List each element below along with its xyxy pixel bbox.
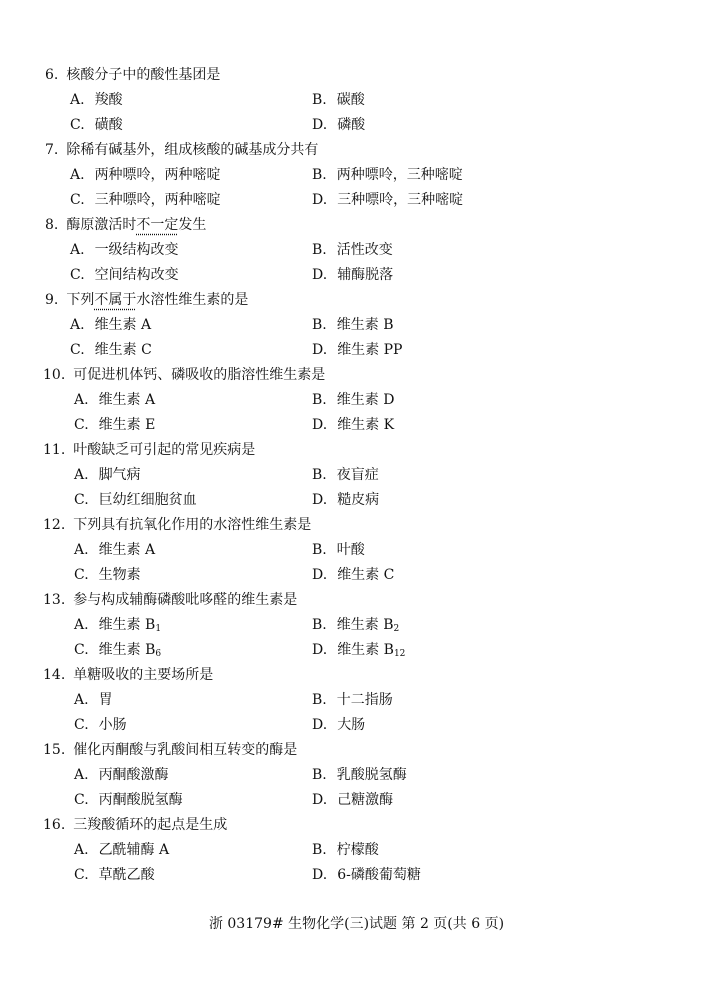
option-letter: B. [312, 392, 327, 408]
question-stem [43, 663, 213, 687]
question-12 [0, 513, 713, 588]
option-text: 维生素 B [336, 617, 394, 633]
option-letter: D. [312, 342, 328, 358]
option-letter: A. [74, 692, 89, 708]
question-text: 下列 [66, 292, 95, 308]
option-b [312, 838, 379, 862]
question-text: 发生 [178, 217, 207, 233]
option-text: 磷酸 [337, 117, 366, 133]
question-stem [45, 138, 318, 162]
question-number: 10. [43, 367, 66, 383]
option-letter: A. [74, 767, 89, 783]
question-9 [0, 288, 713, 363]
option-b [312, 763, 407, 787]
option-text: 维生素 A [98, 542, 156, 558]
option-text: 胃 [98, 692, 113, 708]
question-text: 酶原激活时 [66, 217, 137, 233]
option-text: 脚气病 [98, 467, 141, 483]
question-text: 核酸分子中的酸性基团是 [66, 67, 221, 83]
option-a [74, 688, 113, 712]
option-d [312, 113, 365, 137]
option-letter: A. [70, 167, 85, 183]
option-b [312, 88, 365, 112]
question-number: 16. [43, 817, 66, 833]
option-text: 一级结构改变 [94, 242, 179, 258]
option-text: 三种嘌呤，两种嘧啶 [94, 192, 221, 208]
option-c [70, 263, 179, 287]
question-number: 15. [43, 742, 66, 758]
option-letter: C. [74, 417, 89, 433]
question-text: 催化丙酮酸与乳酸间相互转变的酶是 [73, 742, 298, 758]
option-text: 两种嘌呤，三种嘧啶 [336, 167, 463, 183]
option-d [312, 263, 393, 287]
emphasis-text: 不一定 [136, 217, 179, 233]
question-text: 可促进机体钙、磷吸收的脂溶性维生素是 [73, 367, 326, 383]
option-c [74, 863, 155, 887]
option-letter: D. [312, 792, 328, 808]
option-text: 维生素 D [336, 392, 395, 408]
option-text: 羧酸 [94, 92, 123, 108]
option-letter: A. [70, 92, 85, 108]
option-text: 维生素 A [94, 317, 152, 333]
option-a [74, 763, 169, 787]
option-text: 维生素 C [337, 567, 395, 583]
option-letter: A. [70, 317, 85, 333]
option-letter: C. [74, 492, 89, 508]
option-letter: C. [70, 267, 85, 283]
question-stem [43, 813, 227, 837]
option-letter: C. [74, 717, 89, 733]
option-letter: B. [312, 842, 327, 858]
question-stem [43, 438, 255, 462]
question-number: 14. [43, 667, 66, 683]
question-text: 参与构成辅酶磷酸吡哆醛的维生素是 [73, 592, 298, 608]
option-c [74, 713, 127, 737]
question-text: 叶酸缺乏可引起的常见疾病是 [73, 442, 256, 458]
option-b [312, 238, 393, 262]
option-text: 碳酸 [336, 92, 365, 108]
question-text: 下列具有抗氧化作用的水溶性维生素是 [73, 517, 312, 533]
option-a [74, 838, 169, 862]
option-letter: B. [312, 767, 327, 783]
emphasis-text: 不属于 [94, 292, 137, 308]
question-number: 11. [43, 442, 66, 458]
option-text: 草酰乙酸 [98, 867, 155, 883]
option-b [312, 538, 365, 562]
question-16 [0, 813, 713, 888]
option-letter: B. [312, 542, 327, 558]
option-c [70, 338, 152, 362]
option-text: 维生素 B [98, 617, 156, 633]
option-letter: D. [312, 192, 328, 208]
option-b [312, 463, 379, 487]
option-text: 小肠 [98, 717, 127, 733]
question-number: 8. [45, 217, 59, 233]
option-letter: A. [74, 467, 89, 483]
option-letter: C. [74, 867, 89, 883]
option-letter: A. [74, 542, 89, 558]
option-text: 三种嘌呤，三种嘧啶 [337, 192, 464, 208]
question-stem [43, 513, 311, 537]
option-d [312, 338, 402, 362]
option-c [74, 788, 183, 812]
option-letter: B. [312, 317, 327, 333]
option-text: 活性改变 [336, 242, 393, 258]
option-text: 丙酮酸激酶 [98, 767, 169, 783]
option-a [70, 163, 221, 187]
question-6 [0, 63, 713, 138]
question-stem [45, 213, 206, 237]
question-text: 单糖吸收的主要场所是 [73, 667, 214, 683]
option-c [74, 638, 161, 662]
question-stem [43, 363, 325, 387]
option-d [312, 713, 365, 737]
question-text: 除稀有碱基外，组成核酸的碱基成分共有 [66, 142, 319, 158]
question-number: 12. [43, 517, 66, 533]
option-d [312, 488, 379, 512]
option-d [312, 563, 394, 587]
option-letter: D. [312, 567, 328, 583]
question-stem [43, 588, 297, 612]
option-a [74, 538, 155, 562]
option-letter: D. [312, 267, 328, 283]
option-text: 乙酰辅酶 A [98, 842, 170, 858]
option-b [312, 388, 394, 412]
option-text: 磺酸 [94, 117, 123, 133]
question-number: 9. [45, 292, 59, 308]
option-text: 维生素 E [98, 417, 156, 433]
option-text: 十二指肠 [336, 692, 393, 708]
option-d [312, 788, 393, 812]
question-number: 6. [45, 67, 59, 83]
option-text: 夜盲症 [336, 467, 379, 483]
option-b [312, 613, 399, 637]
option-text: 维生素 PP [337, 342, 403, 358]
option-c [74, 563, 141, 587]
option-letter: C. [70, 117, 85, 133]
option-d [312, 863, 421, 887]
option-letter: C. [74, 642, 89, 658]
option-letter: B. [312, 242, 327, 258]
option-text: 柠檬酸 [336, 842, 379, 858]
option-text: 辅酶脱落 [337, 267, 394, 283]
option-b [312, 163, 463, 187]
question-number: 13. [43, 592, 66, 608]
question-stem [45, 288, 248, 312]
option-text: 维生素 K [337, 417, 395, 433]
question-13 [0, 588, 713, 663]
question-11 [0, 438, 713, 513]
option-a [70, 313, 151, 337]
question-15 [0, 738, 713, 813]
question-stem [45, 63, 220, 87]
option-letter: B. [312, 692, 327, 708]
option-text: 空间结构改变 [94, 267, 179, 283]
option-a [74, 463, 141, 487]
option-text: 丙酮酸脱氢酶 [98, 792, 183, 808]
option-letter: C. [70, 192, 85, 208]
option-c [70, 188, 221, 212]
option-d [312, 413, 394, 437]
option-text: 维生素 B [98, 642, 156, 658]
option-d [312, 188, 463, 212]
question-stem [43, 738, 297, 762]
option-letter: C. [70, 342, 85, 358]
option-text: 生物素 [98, 567, 141, 583]
option-text: 2 [393, 624, 400, 634]
option-letter: A. [74, 617, 89, 633]
option-b [312, 688, 393, 712]
option-a [70, 88, 123, 112]
option-text: 1 [155, 624, 162, 634]
option-letter: A. [70, 242, 85, 258]
option-letter: D. [312, 867, 328, 883]
option-text: 己糖激酶 [337, 792, 394, 808]
option-letter: A. [74, 842, 89, 858]
option-letter: C. [74, 792, 89, 808]
option-letter: B. [312, 167, 327, 183]
option-text: 维生素 C [94, 342, 152, 358]
question-14 [0, 663, 713, 738]
option-b [312, 313, 394, 337]
question-10 [0, 363, 713, 438]
option-d [312, 638, 405, 662]
question-text: 水溶性维生素的是 [136, 292, 249, 308]
option-text: 乳酸脱氢酶 [336, 767, 407, 783]
option-text: 6-磷酸葡萄糖 [337, 867, 421, 883]
option-letter: D. [312, 717, 328, 733]
option-text: 两种嘌呤，两种嘧啶 [94, 167, 221, 183]
option-a [74, 613, 161, 637]
option-text: 维生素 B [337, 642, 394, 658]
question-number: 7. [45, 142, 59, 158]
option-letter: B. [312, 92, 327, 108]
question-7 [0, 138, 713, 213]
question-8 [0, 213, 713, 288]
option-text: 维生素 A [98, 392, 156, 408]
option-text: 6 [155, 649, 162, 659]
option-c [74, 413, 155, 437]
option-text: 糙皮病 [337, 492, 380, 508]
option-a [74, 388, 155, 412]
option-c [70, 113, 123, 137]
option-letter: C. [74, 567, 89, 583]
option-text: 12 [393, 649, 406, 659]
option-c [74, 488, 197, 512]
option-text: 巨幼红细胞贫血 [98, 492, 197, 508]
option-letter: D. [312, 117, 328, 133]
option-letter: D. [312, 642, 328, 658]
option-letter: A. [74, 392, 89, 408]
option-text: 维生素 B [336, 317, 394, 333]
question-text: 三羧酸循环的起点是生成 [73, 817, 228, 833]
option-a [70, 238, 179, 262]
option-letter: D. [312, 417, 328, 433]
page-footer: 浙 03179# 生物化学(三)试题 第 2 页(共 6 页) [208, 916, 505, 932]
option-letter: B. [312, 467, 327, 483]
option-text: 大肠 [337, 717, 366, 733]
option-letter: D. [312, 492, 328, 508]
option-text: 叶酸 [336, 542, 365, 558]
option-letter: B. [312, 617, 327, 633]
